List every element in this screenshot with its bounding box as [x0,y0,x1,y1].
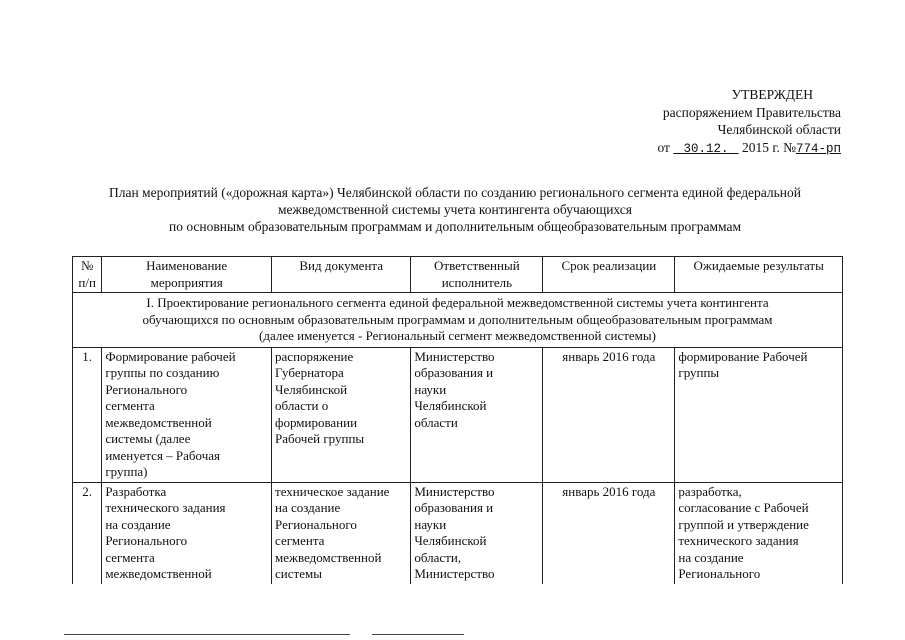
row-1-doc-line: Рабочей группы [275,431,365,446]
row-2-name-line: сегмента [105,549,155,565]
row-2-exec-line: образования и [414,500,494,515]
row-2-doc-line: техническое задание [275,483,390,499]
row-1-name-text: группы по созданию [105,365,220,380]
section-heading [73,293,843,348]
header-term: Срок реализации [543,257,675,293]
row-2-exec-line: области, [414,549,462,565]
row-2-doc [272,482,411,584]
approval-date-value: 30.12. [683,141,729,156]
section-row [73,293,843,348]
row-1-name-line: сегмента [105,398,155,413]
row-1-doc-line: Губернатора [275,365,344,380]
row-2-name [102,482,272,584]
table-row [73,347,843,482]
row-1-name-line: Формирование рабочей [105,348,236,364]
row-2-doc-line: Регионального [275,516,357,532]
document-title-line-2: межведомственной системы учета контингента обучающихся [277,202,632,217]
row-1-exec-line: образования и [414,365,494,380]
row-2-name-line: на создание [105,516,171,532]
row-2-exec-line: Министерство [414,566,495,581]
header-name-line-2: мероприятия [150,274,223,290]
header-num-line-1: № [80,258,94,273]
row-2-result-line: Регионального [678,566,761,581]
row-2-term: январь 2016 года [543,482,675,584]
approval-title: УТВЕРЖДЕН [731,87,813,102]
row-1-exec-line: Министерство [414,348,495,364]
row-1-name-line [105,365,268,382]
section-line-3: (далее именуется - Региональный сегмент межведомственной системы) [259,328,656,343]
header-name-line-1: Наименование [146,258,228,273]
header-exec-line-1: Ответственный [434,258,520,273]
approval-date-prefix: от [657,139,670,155]
row-2-exec [411,482,543,584]
row-1-result [675,347,843,482]
footer-rule-right [372,634,464,635]
approval-date-year: 2015 г. № [741,139,796,155]
header-result: Ожидаемые результаты [675,257,843,293]
row-2-doc-line: межведомственной [275,549,382,565]
header-exec [411,257,543,293]
row-1-doc-line: формировании [275,414,358,430]
approval-line-2: Челябинской области [717,122,841,137]
section-line-2: обучающихся по основным образовательным программам и дополнительным общеобразовательным программам [142,311,773,327]
document-title [60,184,850,235]
row-2-result-line: технического задания [678,533,799,548]
document-title-line-1: План мероприятий («дорожная карта») Челябинской области по созданию регионального сегмента единой федеральной [108,185,802,200]
document-title-line-3: по основным образовательным программам и дополнительным общеобразовательным программам [168,219,742,234]
row-1-name [102,347,272,482]
row-1-exec-line: Челябинской [414,398,487,413]
row-1-name-line: системы (далее [105,431,191,446]
row-1-exec-line: области [414,414,458,430]
row-1-result-line: формирование Рабочей [678,348,808,364]
row-1-num: 1. [73,347,102,482]
row-2-exec-line: науки [414,516,447,532]
row-1-result-line: группы [678,365,720,380]
row-1-doc-line: Челябинской [275,381,348,397]
row-2-exec-line: Челябинской [414,533,487,548]
row-1-name-line: группа) [105,464,148,479]
row-1-name-line: Регионального [105,381,188,397]
row-2-exec-line: Министерство [414,483,495,499]
row-1-doc-line: области о [275,398,329,413]
approval-line-1: распоряжением Правительства [662,104,841,120]
plan-table [72,256,843,584]
footer-rule-left [64,634,350,635]
row-2-result-line: согласование с Рабочей [678,500,809,515]
row-1-exec [411,347,543,482]
row-2-result-line: на создание [678,549,744,565]
approval-date-line [601,139,841,159]
table-header-row [73,257,843,293]
approval-stamp [601,86,841,158]
table-row [73,482,843,584]
row-2-name-line: Разработка [105,483,167,499]
row-1-term: январь 2016 года [543,347,675,482]
approval-number: 774-рп [795,141,841,156]
row-1-name-line: межведомственной [105,414,212,430]
section-line-1: I. Проектирование регионального сегмента единой федеральной межведомственной системы учета контингента [146,295,769,310]
row-1-doc [272,347,411,482]
row-2-name-line: межведомственной [105,566,212,581]
row-2-name-line: технического задания [105,500,226,515]
row-2-doc-line: сегмента [275,533,325,548]
row-2-name-line: Регионального [105,533,188,548]
row-2-num: 2. [73,482,102,584]
row-2-result [675,482,843,584]
header-exec-line-2: исполнитель [441,274,512,290]
row-2-result-line: разработка, [678,483,742,499]
header-num [73,257,102,293]
row-1-name-line: именуется – Рабочая [105,447,220,463]
row-1-exec-line: науки [414,381,447,397]
row-1-doc-line: распоряжение [275,348,354,364]
row-2-doc-line: системы [275,566,322,581]
header-name [102,257,272,293]
header-num-line-2: п/п [78,274,96,290]
row-2-result-line: группой и утверждение [678,516,809,532]
row-2-doc-line: на создание [275,500,341,515]
header-doc: Вид документа [272,257,411,293]
